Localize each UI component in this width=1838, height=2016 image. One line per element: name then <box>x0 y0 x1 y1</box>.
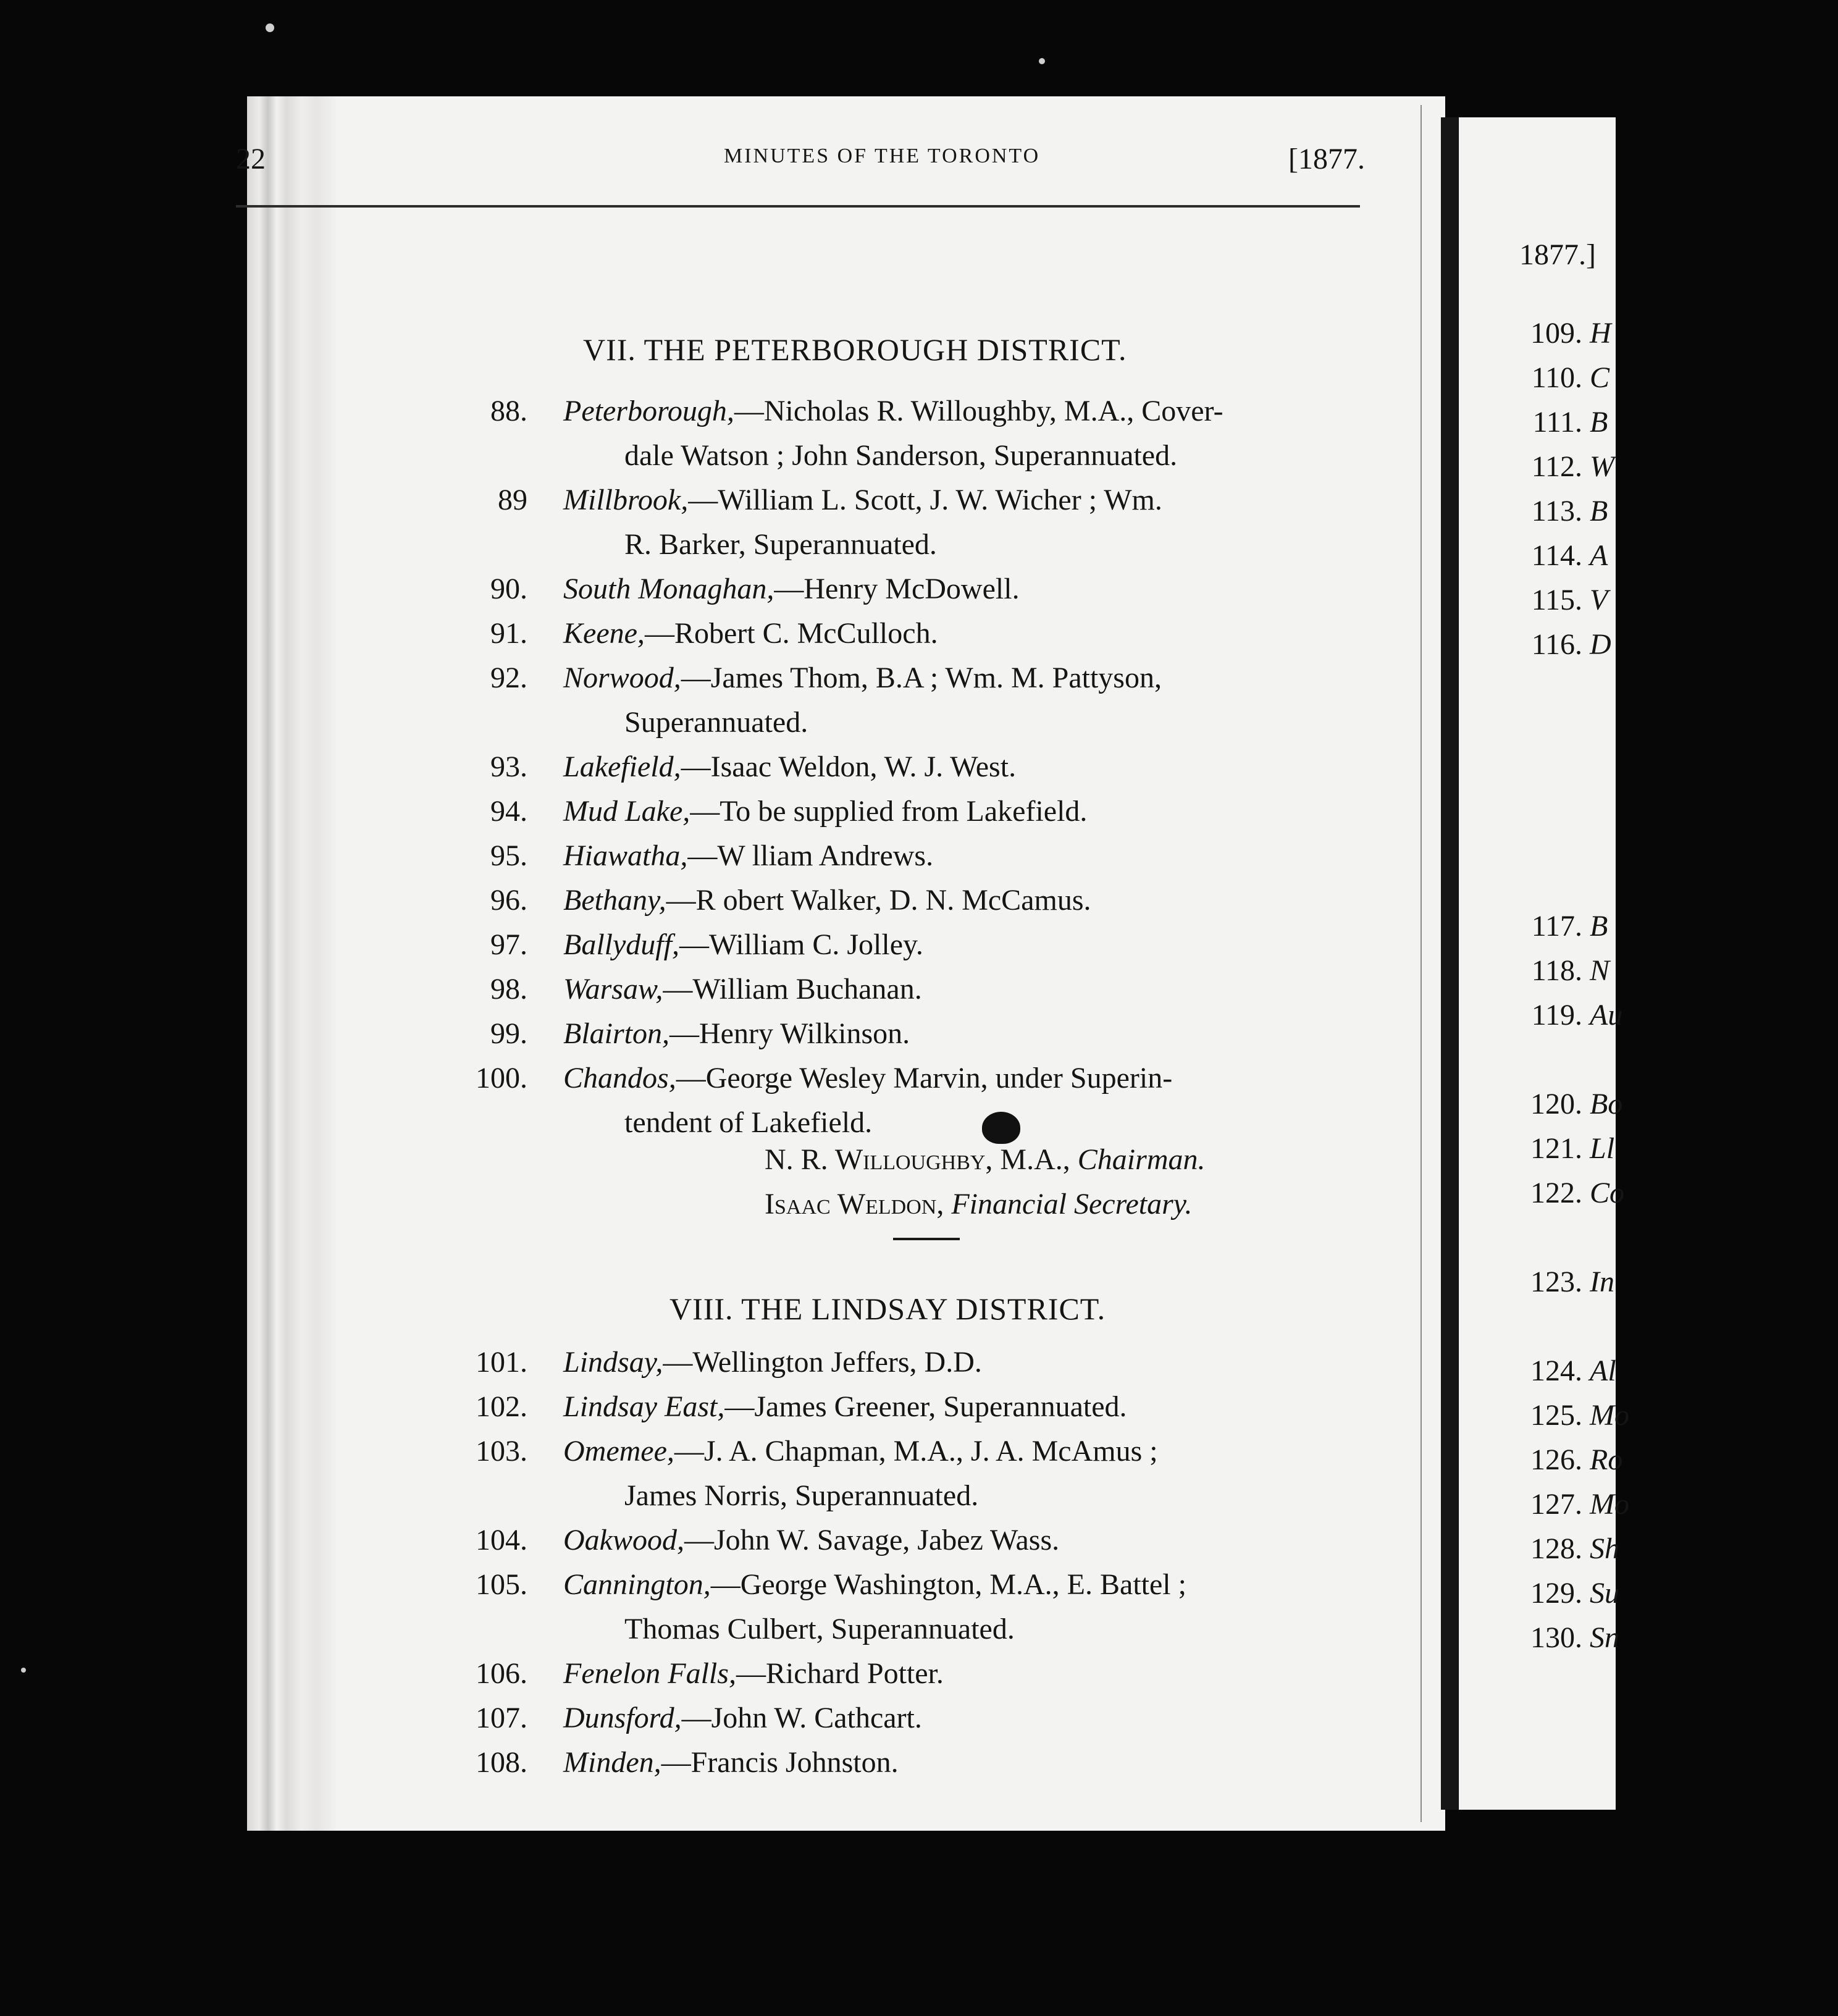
entry-text <box>563 1429 1343 1474</box>
entry-text <box>563 1056 1343 1101</box>
facing-entry-number: 115. <box>1531 584 1582 616</box>
scan-speck <box>1039 58 1045 64</box>
entry-text <box>563 1012 1343 1056</box>
gutter-line <box>1420 105 1422 1822</box>
entry-number: 103. <box>476 1435 527 1468</box>
entry-number: 95. <box>490 839 527 872</box>
facing-entry-number: 130. <box>1530 1621 1582 1654</box>
ministers: —John W. Cathcart. <box>681 1702 922 1734</box>
circuit-name: South Monaghan, <box>563 573 774 605</box>
circuit-name: Lakefield, <box>563 750 681 783</box>
facing-entry-number: 124. <box>1530 1354 1582 1387</box>
facing-entry-word: H <box>1590 317 1611 350</box>
facing-entry-word: Su <box>1590 1577 1619 1610</box>
circuit-name: Oakwood, <box>563 1524 684 1556</box>
circuit-name: Blairton, <box>563 1017 670 1050</box>
ministers: —George Washington, M.A., E. Battel ; <box>710 1568 1186 1601</box>
ministers: —Isaac Weldon, W. J. West. <box>681 750 1017 783</box>
facing-entry-number: 109. <box>1530 317 1582 350</box>
ministers: —John W. Savage, Jabez Wass. <box>684 1524 1060 1556</box>
entry-text <box>563 923 1343 967</box>
entry-number: 101. <box>476 1346 527 1379</box>
entry-number: 104. <box>476 1524 527 1556</box>
facing-entry-number: 126. <box>1530 1443 1582 1476</box>
entry-continuation: tendent of Lakefield. <box>624 1106 873 1139</box>
entry-text <box>563 745 1343 789</box>
entry-continuation: dale Watson ; John Sanderson, Superannuated. <box>624 439 1178 472</box>
ministers: —Henry Wilkinson. <box>669 1017 910 1050</box>
secretary-name: Isaac Weldon, <box>765 1188 944 1220</box>
facing-entry-word: V <box>1590 584 1608 616</box>
entry-continuation: Thomas Culbert, Superannuated. <box>624 1613 1015 1645</box>
facing-entry-word: Co <box>1590 1177 1625 1209</box>
circuit-name: Norwood, <box>563 662 681 694</box>
ministers: —Wellington Jeffers, D.D. <box>663 1346 982 1379</box>
circuit-name: Cannington, <box>563 1568 711 1601</box>
facing-entry-word: Al <box>1590 1354 1616 1387</box>
entry-number: 106. <box>476 1657 527 1690</box>
entry-text <box>563 1385 1343 1429</box>
entry-text <box>563 567 1343 611</box>
ministers: —R obert Walker, D. N. McCamus. <box>666 884 1091 917</box>
circuit-name: Lindsay East, <box>563 1390 725 1423</box>
entry-number: 92. <box>490 662 527 694</box>
facing-entry-number: 121. <box>1530 1132 1582 1165</box>
circuit-name: Omemee, <box>563 1435 674 1468</box>
running-title: MINUTES OF THE TORONTO <box>724 145 1041 167</box>
facing-entry-word: N <box>1590 954 1610 987</box>
facing-entry-number: 122. <box>1530 1177 1582 1209</box>
ministers: —James Thom, B.A ; Wm. M. Pattyson, <box>681 662 1162 694</box>
facing-entry-number: 119. <box>1531 999 1582 1031</box>
facing-entry-number: 116. <box>1531 628 1582 661</box>
facing-entry-word: A <box>1590 539 1608 572</box>
facing-entry-word: C <box>1590 361 1610 394</box>
entry-text <box>563 1340 1343 1385</box>
facing-entry-word: D <box>1590 628 1611 661</box>
facing-entry-word: Sh <box>1590 1532 1619 1565</box>
circuit-name: Bethany, <box>563 884 666 917</box>
section-divider <box>893 1238 960 1240</box>
ministers: —William C. Jolley. <box>679 928 923 961</box>
facing-entry-number: 112. <box>1531 450 1582 483</box>
entry-number: 88. <box>490 395 527 427</box>
entry-text <box>563 1696 1343 1741</box>
entry-number: 97. <box>490 928 527 961</box>
facing-entry-word: Ll <box>1590 1132 1615 1165</box>
circuit-name: Dunsford, <box>563 1702 682 1734</box>
chairman-signature <box>765 1143 1205 1177</box>
entry-number: 94. <box>490 795 527 828</box>
facing-entry-number: 129. <box>1530 1577 1582 1610</box>
circuit-name: Millbrook, <box>563 484 689 516</box>
ministers: —W lliam Andrews. <box>687 839 934 872</box>
book-binding <box>247 96 337 1831</box>
circuit-name: Peterborough, <box>563 395 734 427</box>
facing-entry-number: 120. <box>1530 1088 1582 1120</box>
facing-entry-word: Au <box>1590 999 1623 1031</box>
ministers: —Henry McDowell. <box>774 573 1020 605</box>
secretary-role: Financial Secretary. <box>951 1188 1193 1220</box>
scan-speck <box>266 23 274 32</box>
ministers: —James Greener, Superannuated. <box>724 1390 1127 1423</box>
entry-text <box>563 1563 1343 1607</box>
entry-number: 108. <box>476 1746 527 1779</box>
ministers: —William L. Scott, J. W. Wicher ; Wm. <box>688 484 1162 516</box>
facing-entry-word: B <box>1590 406 1608 439</box>
facing-entry-word: B <box>1590 495 1608 527</box>
ministers: —Nicholas R. Willoughby, M.A., Cover- <box>734 395 1223 427</box>
entry-text <box>563 611 1343 656</box>
entry-number: 89 <box>498 484 527 516</box>
header-year: [1877. <box>1288 143 1365 175</box>
header-rule <box>236 205 1360 208</box>
entry-number: 96. <box>490 884 527 917</box>
page-number: 22 <box>236 143 266 175</box>
circuit-name: Mud Lake, <box>563 795 690 828</box>
entry-number: 100. <box>476 1062 527 1094</box>
district-heading: VII. THE PETERBOROUGH DISTRICT. <box>583 332 1127 367</box>
entry-continuation: Superannuated. <box>624 706 808 739</box>
facing-entry-number: 114. <box>1531 539 1582 572</box>
ministers: —George Wesley Marvin, under Superin- <box>676 1062 1173 1094</box>
facing-entry-number: 110. <box>1531 361 1582 394</box>
facing-entry-word: Bo <box>1590 1088 1623 1120</box>
circuit-name: Lindsay, <box>563 1346 663 1379</box>
entry-text <box>563 1741 1343 1785</box>
entry-number: 93. <box>490 750 527 783</box>
chairman-role: Chairman. <box>1077 1143 1206 1176</box>
facing-entry-number: 111. <box>1532 406 1582 439</box>
ministers: —Richard Potter. <box>736 1657 944 1690</box>
ministers: —J. A. Chapman, M.A., J. A. McAmus ; <box>674 1435 1158 1468</box>
entry-text <box>563 389 1343 434</box>
facing-entry-number: 117. <box>1531 910 1582 943</box>
entry-number: 107. <box>476 1702 527 1734</box>
facing-page-year: 1877.] <box>1519 238 1596 271</box>
facing-entry-word: Ro <box>1590 1443 1623 1476</box>
ministers: —To be supplied from Lakefield. <box>690 795 1088 828</box>
circuit-name: Fenelon Falls, <box>563 1657 736 1690</box>
entry-text <box>563 967 1343 1012</box>
page-divider <box>1441 117 1458 1810</box>
district-heading: VIII. THE LINDSAY DISTRICT. <box>669 1292 1106 1326</box>
entry-continuation: James Norris, Superannuated. <box>624 1479 979 1512</box>
entry-text <box>563 1652 1343 1696</box>
entry-number: 99. <box>490 1017 527 1050</box>
facing-entry-number: 113. <box>1531 495 1582 527</box>
scan-speck <box>21 1668 26 1673</box>
entry-text <box>563 789 1343 834</box>
facing-entry-number: 123. <box>1530 1266 1582 1298</box>
entry-number: 102. <box>476 1390 527 1423</box>
ministers: —Robert C. McCulloch. <box>644 617 938 650</box>
ministers: —William Buchanan. <box>663 973 922 1006</box>
circuit-name: Ballyduff, <box>563 928 679 961</box>
circuit-name: Keene, <box>563 617 645 650</box>
circuit-name: Minden, <box>563 1746 661 1779</box>
facing-entry-word: Mo <box>1590 1399 1629 1432</box>
entry-text <box>563 1518 1343 1563</box>
circuit-name: Chandos, <box>563 1062 676 1094</box>
facing-entry-word: Sn <box>1590 1621 1619 1654</box>
facing-entry-word: In <box>1590 1266 1614 1298</box>
entry-text <box>563 878 1343 923</box>
entry-text <box>563 478 1343 523</box>
entry-text <box>563 834 1343 878</box>
entry-continuation: R. Barker, Superannuated. <box>624 528 937 561</box>
entry-number: 98. <box>490 973 527 1006</box>
secretary-signature <box>765 1187 1192 1221</box>
circuit-name: Hiawatha, <box>563 839 688 872</box>
entry-number: 105. <box>476 1568 527 1601</box>
facing-entry-word: Mo <box>1590 1488 1629 1521</box>
entry-number: 90. <box>490 573 527 605</box>
ministers: —Francis Johnston. <box>661 1746 899 1779</box>
facing-entry-number: 127. <box>1530 1488 1582 1521</box>
facing-entry-word: W <box>1590 450 1614 483</box>
facing-entry-number: 118. <box>1531 954 1582 987</box>
facing-entry-number: 128. <box>1530 1532 1582 1565</box>
chairman-name: N. R. Willoughby, M.A., <box>765 1143 1070 1176</box>
entry-text <box>563 656 1343 700</box>
facing-entry-number: 125. <box>1530 1399 1582 1432</box>
facing-entry-word: B <box>1590 910 1608 943</box>
ink-blot <box>982 1112 1020 1144</box>
circuit-name: Warsaw, <box>563 973 663 1006</box>
entry-number: 91. <box>490 617 527 650</box>
running-header <box>235 142 1377 185</box>
